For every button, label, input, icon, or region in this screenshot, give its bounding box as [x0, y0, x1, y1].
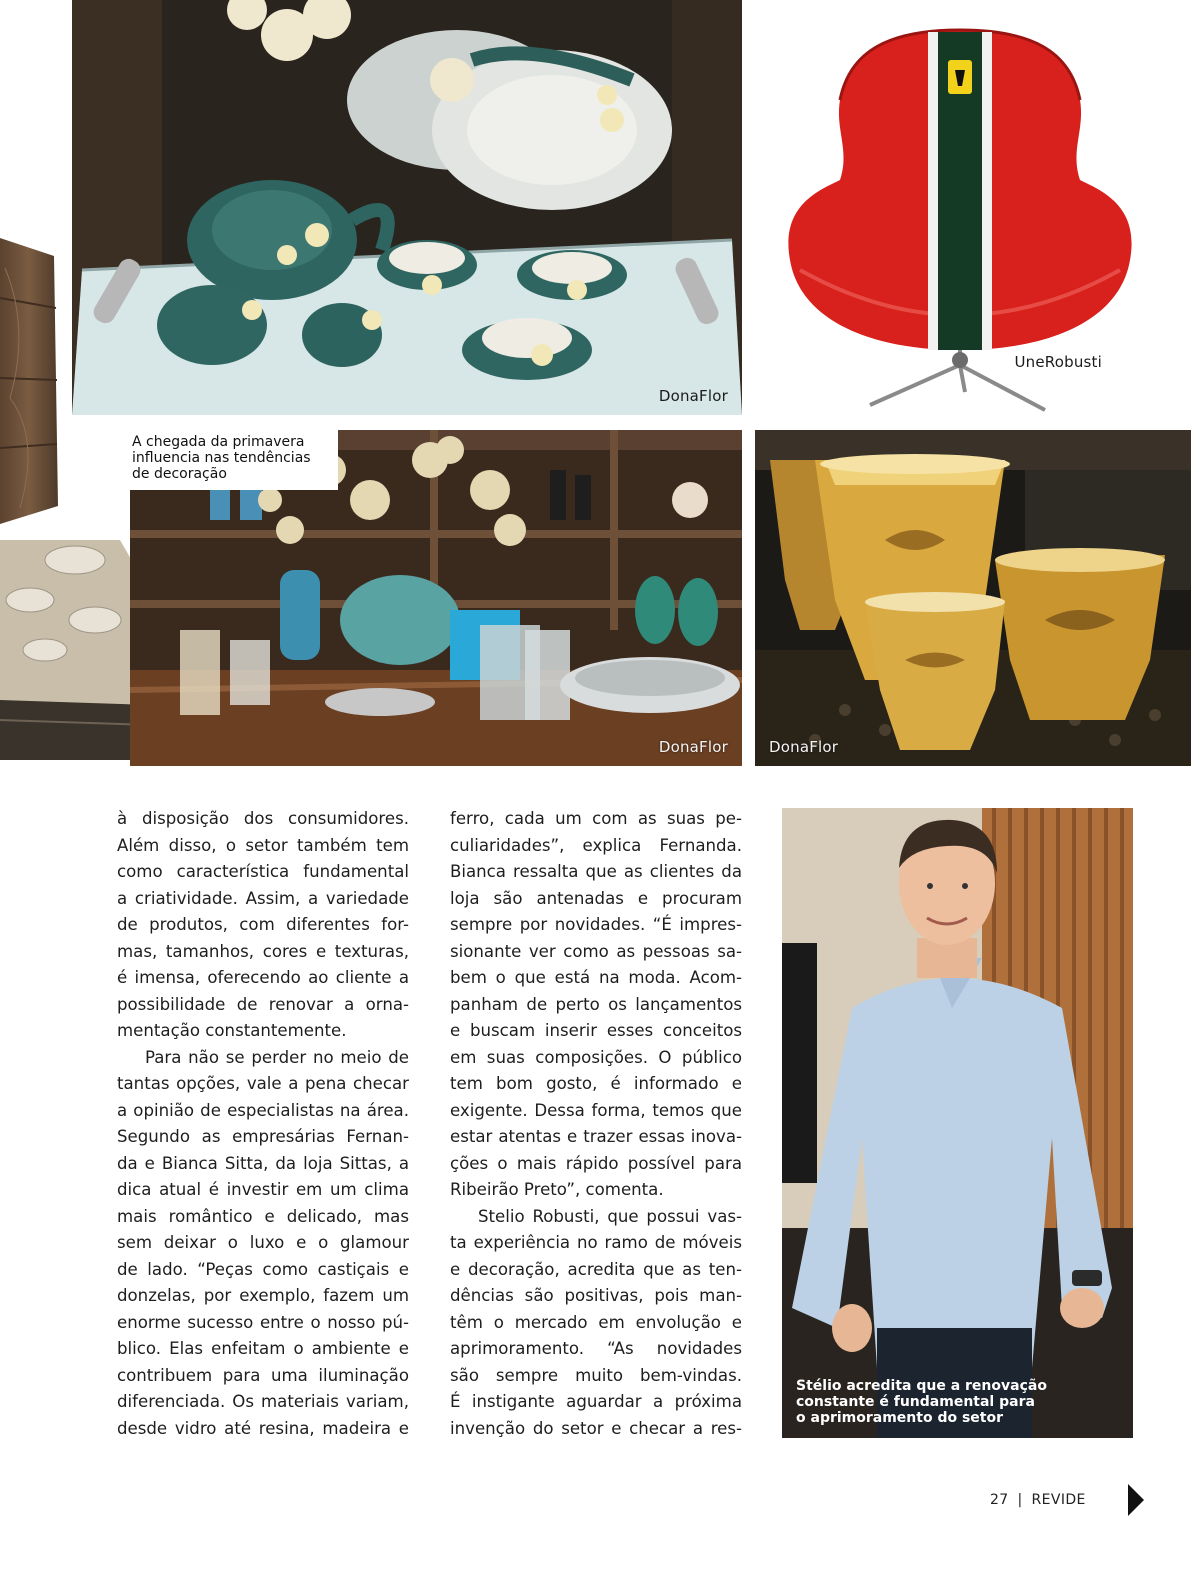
- next-page-icon[interactable]: [1128, 1484, 1144, 1516]
- text-line: sionante ver como as pessoas sa-: [450, 941, 742, 961]
- text-line: tem bom gosto, é informado e: [450, 1074, 742, 1093]
- text-line: mentação constantemente.: [117, 1021, 347, 1040]
- portrait-caption-line: constante é fundamental para: [796, 1394, 1035, 1410]
- portrait-caption-line: Stélio acredita que a renovação: [796, 1378, 1047, 1394]
- text-line: sempre por novidades. “É impres-: [450, 915, 742, 934]
- text-line: Segundo as empresárias Fernan-: [117, 1127, 409, 1146]
- magazine-name: REVIDE: [1031, 1492, 1086, 1508]
- text-line: dências são positivas, pois man-: [450, 1286, 742, 1305]
- portrait-photo: [782, 808, 1133, 1438]
- text-line: Stelio Robusti, que possui vas-: [478, 1206, 742, 1226]
- text-line: e decoração, acredita que as ten-: [450, 1259, 742, 1279]
- text-line: mas, tamanhos, cores e texturas,: [117, 941, 409, 961]
- text-line: contribuem para uma iluminação: [117, 1365, 409, 1385]
- spring-caption-line: influencia nas tendências: [132, 450, 311, 466]
- page-footer: [990, 1492, 1086, 1508]
- text-line: culiaridades”, explica Fernanda.: [450, 835, 742, 855]
- spring-caption-line: de decoração: [132, 466, 227, 482]
- gold-vases-credit: DonaFlor: [769, 738, 839, 756]
- text-line: enorme sucesso entre o nosso pú-: [117, 1312, 409, 1332]
- text-line: invenção do setor e checar a res-: [450, 1418, 742, 1438]
- ferrari-chair-credit: UneRobusti: [1014, 353, 1102, 371]
- text-line: Além disso, o setor também tem: [117, 835, 409, 855]
- wood-box-photo: [0, 238, 60, 524]
- text-line: bem o que está na moda. Acom-: [450, 968, 742, 987]
- text-line: mais romântico e delicado, mas: [117, 1206, 409, 1226]
- text-line: Para não se perder no meio de: [145, 1047, 409, 1067]
- text-line: blico. Elas enfeitam o ambiente e: [117, 1339, 409, 1358]
- text-line: de lado. “Peças como castiçais e: [117, 1259, 409, 1279]
- text-line: têm o mercado em envolução e: [450, 1312, 742, 1332]
- text-line: são sempre muito bem-vindas.: [450, 1365, 742, 1385]
- text-line: como característica fundamental: [117, 862, 409, 881]
- tea-set-credit: DonaFlor: [658, 387, 728, 405]
- gold-vases-photo: [755, 430, 1191, 766]
- article-column-2: [450, 806, 742, 1442]
- text-line: de produtos, com diferentes for-: [117, 915, 409, 934]
- shop-display-credit: DonaFlor: [658, 738, 728, 756]
- text-line: ções o mais rápido possível para: [450, 1153, 742, 1173]
- spring-caption: [128, 430, 338, 490]
- text-line: panham de perto os lançamentos: [450, 994, 742, 1014]
- text-line: Ribeirão Preto”, comenta.: [450, 1180, 664, 1199]
- ferrari-chair-photo: [780, 20, 1140, 415]
- portrait-caption-line: o aprimoramento do setor: [796, 1410, 1004, 1426]
- text-line: aprimoramento. “As novidades: [450, 1339, 742, 1358]
- text-line: diferenciada. Os materiais variam,: [117, 1392, 409, 1411]
- tea-set-photo: [72, 0, 742, 415]
- text-line: é imensa, oferecendo ao cliente a: [117, 968, 409, 987]
- text-line: tantas opções, vale a pena checar: [117, 1074, 409, 1093]
- text-line: possibilidade de renovar a orna-: [117, 994, 409, 1014]
- footer-separator: |: [1017, 1492, 1023, 1508]
- text-line: ta experiência no ramo de móveis: [450, 1233, 742, 1252]
- text-line: à disposição dos consumidores.: [117, 809, 409, 828]
- text-line: sem deixar o luxo e o glamour: [117, 1233, 409, 1252]
- article-column-1: [117, 806, 409, 1442]
- text-line: exigente. Dessa forma, temos que: [450, 1100, 742, 1120]
- text-line: ferro, cada um com as suas pe-: [450, 809, 742, 828]
- text-line: a opinião de especialistas na área.: [117, 1100, 409, 1120]
- text-line: É instigante aguardar a próxima: [450, 1392, 742, 1411]
- spring-caption-line: A chegada da primavera: [132, 434, 305, 450]
- text-line: a criatividade. Assim, a variedade: [117, 888, 409, 908]
- text-line: e buscam inserir esses conceitos: [450, 1021, 742, 1040]
- text-line: Bianca ressalta que as clientes da: [450, 862, 742, 881]
- text-line: em suas composições. O público: [450, 1047, 742, 1067]
- text-line: desde vidro até resina, madeira e: [117, 1418, 409, 1438]
- text-line: dica atual é investir em um clima: [117, 1180, 409, 1199]
- page-number: 27: [990, 1492, 1009, 1508]
- text-line: da e Bianca Sitta, da loja Sittas, a: [117, 1153, 409, 1173]
- portrait-caption: [796, 1378, 1096, 1426]
- text-line: estar atentas e trazer essas inova-: [450, 1127, 742, 1146]
- text-line: donzelas, por exemplo, fazem um: [117, 1286, 409, 1305]
- text-line: loja são antenadas e procuram: [450, 888, 742, 908]
